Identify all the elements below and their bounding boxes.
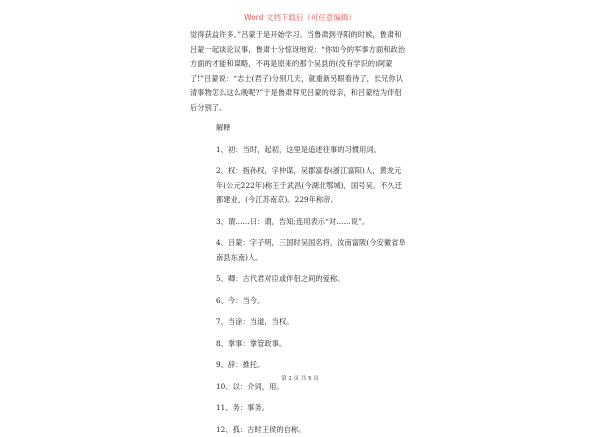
note-item: 4、吕蒙：字子明，三国时吴国名将，汝南富陂(今安徽省阜南县东南)人。: [190, 236, 408, 265]
note-item: 11、务：事务。: [190, 401, 408, 416]
note-item: 1、初：当时，起初，这里是追述往事的习惯用词。: [190, 143, 408, 158]
page-number-footer: 第 2 页 共 5 页: [0, 374, 600, 382]
section-title-explanation: 解释: [190, 121, 408, 136]
note-item: 8、掌事：掌管政事。: [190, 337, 408, 352]
note-item: 12、孤：古时王侯的自称。: [190, 423, 408, 437]
note-item: 5、卿：古代君对臣或伴侣之间的爱称。: [190, 272, 408, 287]
note-item: 3、谓……曰：谓，告知;连用表示“对……说”。: [190, 215, 408, 230]
note-item: 10、以：介词，用。: [190, 380, 408, 395]
note-item: 2、权：指孙权，字仲谋，吴郡富春(浙江富阳)人，黄龙元年(公元222年)称王于武昌(今湖北鄂城)，国号吴，不久迁都建业，(今江苏南京)。229年称帝。: [190, 164, 408, 208]
notes-list: [190, 143, 408, 437]
note-item: 7、当涂：当道，当权。: [190, 315, 408, 330]
download-header-link[interactable]: Word 文档下载后（可任意编辑）: [0, 12, 600, 23]
note-item: 9、辞：推托。: [190, 358, 408, 373]
translation-paragraph: 觉得获益许多。”吕蒙于是开始学习。当鲁肃到寻阳的时候，鲁肃和吕蒙一起谈论议事，鲁肃十分惊讶地说：“你如今的军事方面和政治方面的才能和谋略，不再是原来的那个吴县的(没有学识的)阿蒙了!”吕蒙说：“志士(君子)分别几天，就重新另眼看待了，长兄你认清事物怎么这么晚呢?”于是鲁肃拜见吕蒙的母亲，和吕蒙结为伴侣后分别了。: [190, 28, 408, 115]
note-item: 6、今：当今。: [190, 294, 408, 309]
